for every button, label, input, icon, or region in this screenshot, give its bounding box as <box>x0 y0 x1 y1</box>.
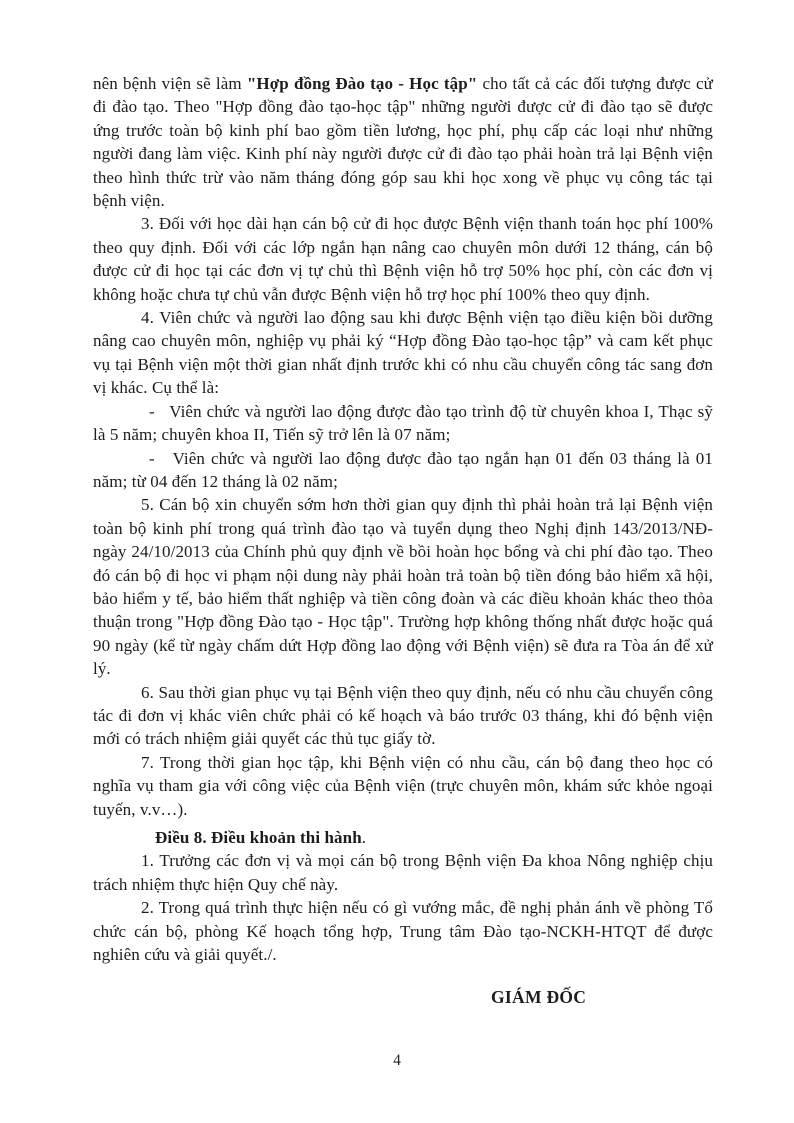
paragraph-continuation <box>93 72 713 212</box>
article-8-suffix: . <box>361 828 367 847</box>
article-8-title: Điều 8. Điều khoản thi hành <box>155 828 362 847</box>
signature-title: GIÁM ĐỐC <box>491 987 587 1008</box>
clause-8-1: 1. Trưởng các đơn vị và mọi cán bộ trong Bệnh viện Đa khoa Nông nghiệp chịu trách nhiệm thực hiện Quy chế này. <box>93 851 713 894</box>
paragraph-continuation-post: cho tất cả các đối tượng được cử đi đào tạo. Theo "Hợp đồng đào tạo-học tập" những người được cử đi đào tạo sẽ được ứng trước toàn bộ kinh phí bao gồm tiền lương, học phí, phụ cấp các loại như những người đang làm việc. Kinh phí này người được cử đi đào tạo phải hoàn trả lại Bệnh viện theo hình thức trừ vào năm tháng đóng góp sau khi học xong về phục vụ công tác tại bệnh viện. <box>93 74 713 211</box>
clause-7: 7. Trong thời gian học tập, khi Bệnh viện có nhu cầu, cán bộ đang theo học có nghĩa vụ tham gia với công việc của Bệnh viện (trực chuyên môn, khám sức khỏe ngoại tuyến, v.v…). <box>93 752 713 819</box>
page-number: 4 <box>393 1052 401 1069</box>
clause-4: 4. Viên chức và người lao động sau khi được Bệnh viện tạo điều kiện bồi dưỡng nâng cao chuyên môn, nghiệp vụ phải ký “Hợp đồng Đào tạo-học tập” và cam kết phục vụ tại Bệnh viện một thời gian nhất định trước khi có nhu cầu chuyển công tác sang đơn vị khác. Cụ thể là: <box>93 308 713 398</box>
paragraph-continuation-pre: nên bệnh viện sẽ làm <box>93 74 247 93</box>
bullet-item-1: - Viên chức và người lao động được đào tạo trình độ từ chuyên khoa I, Thạc sỹ là 5 năm; chuyên khoa II, Tiến sỹ trở lên là 07 năm; <box>93 401 713 445</box>
contract-name-bold: "Hợp đồng Đào tạo - Học tập" <box>246 74 478 93</box>
clause-6: 6. Sau thời gian phục vụ tại Bệnh viện theo quy định, nếu có nhu cầu chuyển công tác đi đơn vị khác viên chức phải có kế hoạch và báo trước 03 tháng, khi đó bệnh viện mới có trách nhiệm giải quyết các thủ tục giấy tờ. <box>93 682 713 749</box>
document-body <box>93 72 713 1010</box>
clause-8-2: 2. Trong quá trình thực hiện nếu có gì vướng mắc, đề nghị phản ánh về phòng Tổ chức cán bộ, phòng Kế hoạch tổng hợp, Trung tâm Đào tạo-NCKH-HTQT để được nghiên cứu và giải quyết./. <box>93 898 713 965</box>
clause-5: 5. Cán bộ xin chuyển sớm hơn thời gian quy định thì phải hoàn trả lại Bệnh viện toàn bộ kinh phí trong quá trình đào tạo và tuyển dụng theo Nghị định 143/2013/NĐ-ngày 24/10/2013 của Chính phủ quy định về bồi hoàn học bổng và chi phí đào tạo. Theo đó cán bộ đi học vi phạm nội dung này phải hoàn trả toàn bộ tiền đóng bảo hiểm xã hội, bảo hiểm y tế, bảo hiểm thất nghiệp và tiền công đoàn và các điều khoản khác theo thỏa thuận trong "Hợp đồng Đào tạo - Học tập". Trường hợp không thống nhất được hoặc quá 90 ngày (kể từ ngày chấm dứt Hợp đồng lao động với Bệnh viện) sẽ đưa ra Tòa án để xử lý. <box>93 495 713 679</box>
signature-block <box>93 986 713 1009</box>
clause-3: 3. Đối với học dài hạn cán bộ cử đi học được Bệnh viện thanh toán học phí 100% theo quy định. Đối với các lớp ngắn hạn nâng cao chuyên môn dưới 12 tháng, cán bộ được cử đi học tại các đơn vị tự chủ thì Bệnh viện hỗ trợ 50% học phí, còn các đơn vị không hoặc chưa tự chủ vẫn được Bệnh viện hỗ trợ học phí 100% theo quy định. <box>93 214 713 304</box>
bullet-item-2: - Viên chức và người lao động được đào tạo ngắn hạn 01 đến 03 tháng là 01 năm; từ 04 đến 12 tháng là 02 năm; <box>93 448 713 491</box>
article-8-heading <box>93 826 713 849</box>
